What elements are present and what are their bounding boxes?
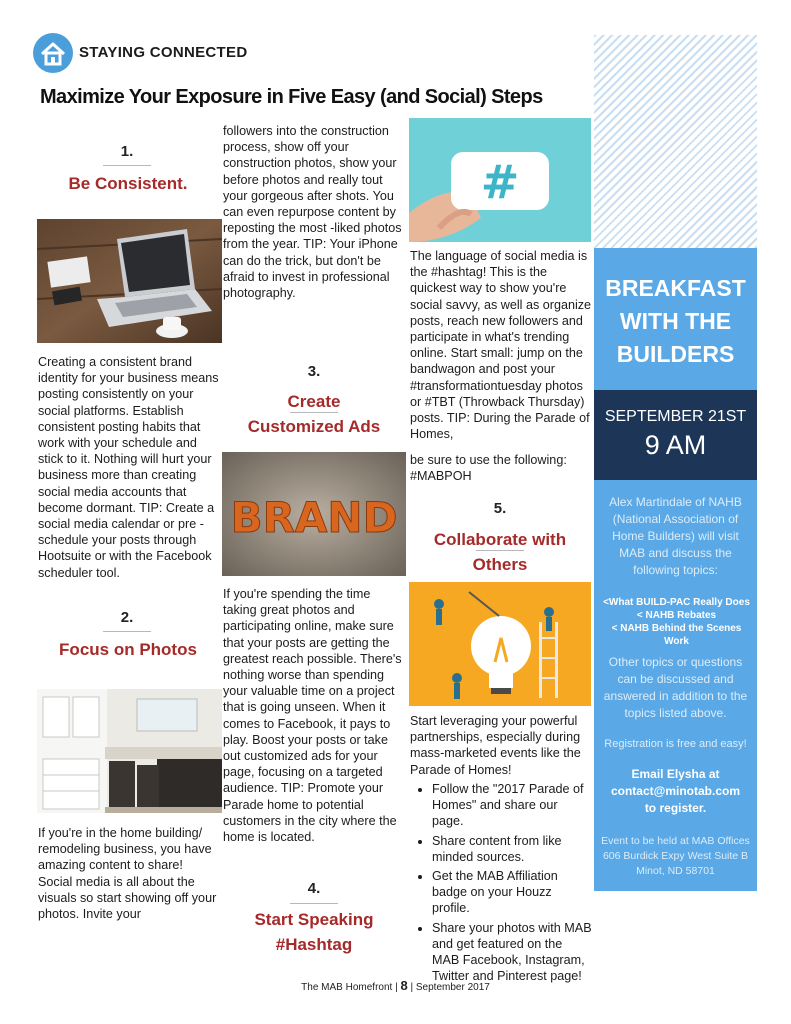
event-title-line: BREAKFAST bbox=[605, 275, 746, 301]
step-number: 3. bbox=[307, 363, 321, 380]
divider bbox=[103, 631, 151, 632]
event-time: 9 AM bbox=[644, 430, 707, 460]
section-label: STAYING CONNECTED bbox=[79, 44, 248, 61]
step-title: Be Consistent. bbox=[68, 174, 188, 193]
page-footer bbox=[0, 978, 791, 993]
register-contact bbox=[600, 766, 751, 817]
divider bbox=[290, 903, 338, 904]
registration-note: Registration is free and easy! bbox=[604, 738, 747, 750]
step-body: be sure to use the following: #MABPOH bbox=[410, 453, 567, 484]
publication-name: The MAB Homefront | bbox=[301, 982, 398, 993]
page-number: 8 bbox=[400, 978, 408, 993]
step-title-line2: Customized Ads bbox=[247, 417, 381, 436]
hashtag-symbol: # bbox=[480, 155, 520, 209]
list-item: • Share your photos with MAB and get featured on the MAB Facebook, Instagram, Twitter and Pinterest page! bbox=[432, 920, 592, 985]
divider bbox=[290, 412, 338, 413]
location-line: Minot, ND 58701 bbox=[636, 865, 715, 877]
topic-item: <What BUILD-PAC Really Does bbox=[603, 597, 750, 608]
step-body: If you're in the home building/ remodeling business, you have amazing content to share! Social media is all about the visuals so start showing off your photos. Invite your bbox=[38, 826, 217, 922]
divider bbox=[476, 550, 524, 551]
event-title bbox=[594, 272, 757, 371]
step-title-line2: Others bbox=[472, 555, 528, 574]
step-title-line1: Collaborate with bbox=[433, 530, 567, 549]
topic-item: < NAHB Rebates bbox=[636, 610, 717, 621]
event-other-topics: Other topics or questions can be discussed and answered in addition to the topics listed above. bbox=[603, 655, 748, 720]
page-headline: Maximize Your Exposure in Five Easy (and Social) Steps bbox=[40, 86, 543, 108]
topic-item: < NAHB Behind the Scenes Work bbox=[611, 623, 742, 647]
sidebar-stripes bbox=[594, 35, 757, 248]
step-body-continued: followers into the construction process, show off your construction photos, show your before photos and really tout your gorgeous after shots. You can even repurpose content by reposting the most -liked photos from the year. TIP: Your iPhone can do the trick, but don't be afraid to invest in professional photography. bbox=[223, 124, 402, 301]
location-line: Event to be held at MAB Offices bbox=[601, 835, 750, 847]
step-number: 5. bbox=[493, 500, 507, 517]
event-location bbox=[600, 834, 751, 879]
step-number: 1. bbox=[120, 143, 134, 160]
brand-photo bbox=[222, 452, 406, 576]
teamwork-illustration bbox=[409, 582, 591, 706]
step-number: 2. bbox=[120, 609, 134, 626]
topic-list bbox=[598, 596, 755, 648]
issue-date: | September 2017 bbox=[410, 982, 490, 993]
contact-line: to register. bbox=[644, 801, 707, 815]
step-body: Start leveraging your powerful partnerships, especially during mass-marketed events like the Parade of Homes! bbox=[410, 714, 581, 777]
event-intro: Alex Martindale of NAHB (National Association of Home Builders) will visit MAB and discuss the following topics: bbox=[609, 495, 742, 577]
event-date: SEPTEMBER 21ST bbox=[604, 408, 747, 425]
contact-email[interactable]: contact@minotab.com bbox=[610, 784, 741, 798]
step-title-line2: #Hashtag bbox=[275, 935, 353, 954]
divider bbox=[103, 165, 151, 166]
brand-word: BRAND bbox=[230, 493, 398, 542]
list-item: • Get the MAB Affiliation badge on your Houzz profile. bbox=[432, 868, 592, 917]
laptop-photo bbox=[37, 219, 222, 343]
event-title-line: BUILDERS bbox=[616, 341, 735, 367]
step-body: If you're spending the time taking great photos and participating online, make sure that your posts are getting the greatest reach possible. There's nothing worse than spending your valuable time on a project that is going unseen. When it comes to Facebook, it pays to play. Boost your posts or take out customized ads for your page, focusing on a targeted audience. TIP: Promote your Parade home to potential customers in the city where the home is located. bbox=[223, 587, 402, 845]
event-title-line: WITH THE bbox=[619, 308, 732, 334]
collab-bullet-list bbox=[410, 781, 592, 987]
house-icon bbox=[33, 33, 73, 73]
step-title: Focus on Photos bbox=[59, 640, 197, 659]
kitchen-photo bbox=[37, 689, 222, 813]
step-number: 4. bbox=[307, 880, 321, 897]
step-title-line1: Start Speaking bbox=[254, 910, 374, 929]
location-line: 606 Burdick Expy West Suite B bbox=[602, 850, 749, 862]
step-title-line1: Create bbox=[287, 392, 341, 411]
contact-line: Email Elysha at bbox=[631, 767, 720, 781]
list-item: • Follow the "2017 Parade of Homes" and share our page. bbox=[432, 781, 592, 830]
list-item: • Share content from like minded sources. bbox=[432, 833, 592, 865]
step-body: The language of social media is the #hashtag! This is the quickest way to show you're social savvy, as well as organize posts, reach new followers and participate in what's trending online. Start small: jump on the bandwagon and post your #transformationtuesday photos or #TBT (Throwback Thursday) posts. TIP: During the Parade of Homes, bbox=[410, 249, 592, 442]
hashtag-photo bbox=[409, 118, 591, 242]
step-body: Creating a consistent brand identity for your business means posting consistently on your social platforms. Establish consistent posting habits that work with your schedule and stick to it. Nothing will hurt your business more than creating social media accounts that become dormant. TIP: Create a social media calendar or pre -schedule your posts through Hootsuite or with the Facebook scheduler tool. bbox=[38, 355, 219, 580]
